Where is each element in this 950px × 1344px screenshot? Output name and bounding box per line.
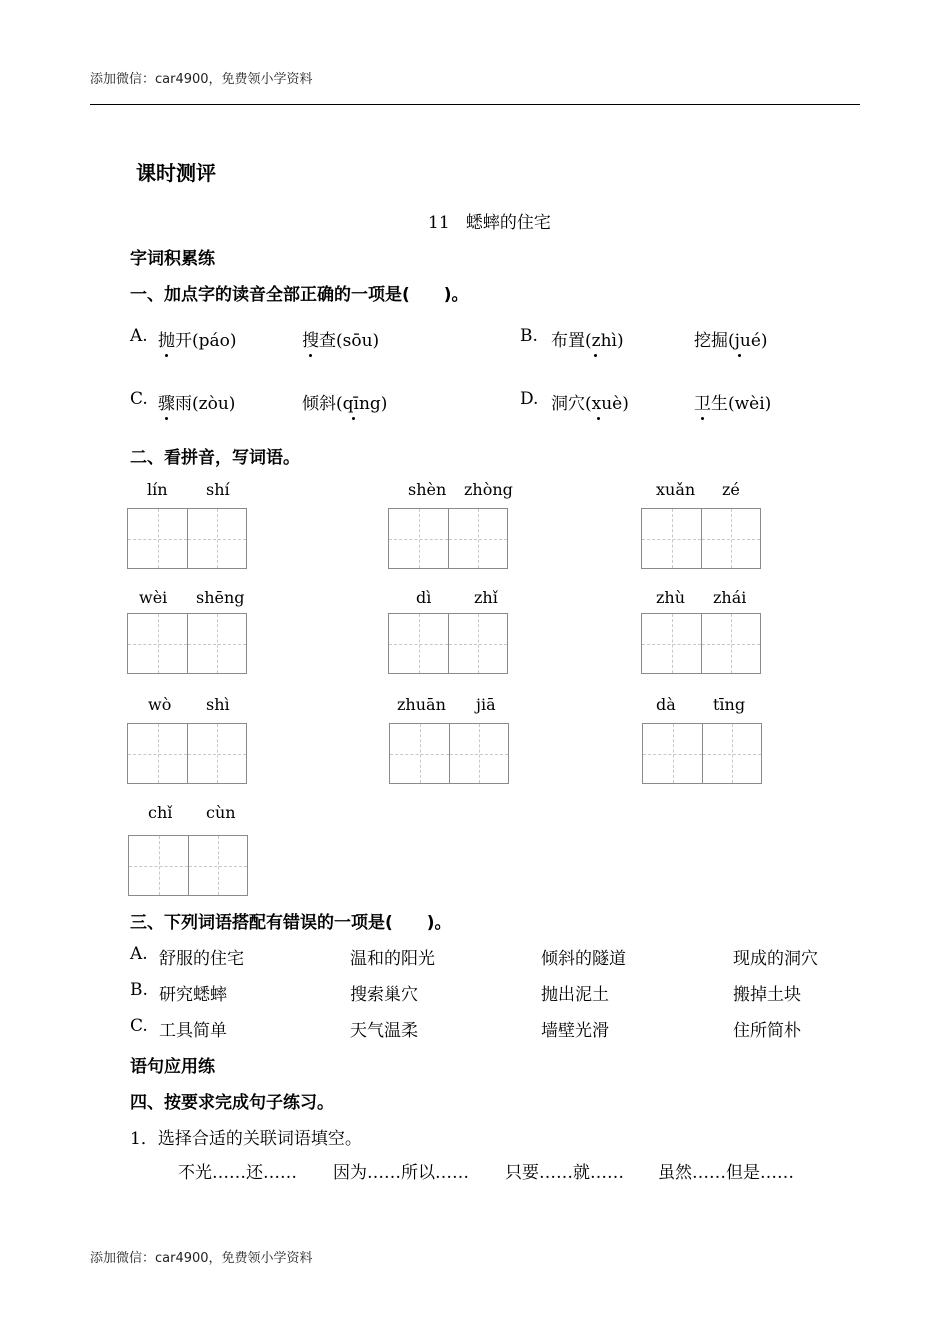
dotted-char: 穴(xuè)	[568, 394, 629, 414]
section-heading-sentences: 语句应用练	[130, 1057, 215, 1077]
q3-word: 搬掉土块	[733, 985, 801, 1005]
q3-word: 墙壁光滑	[541, 1021, 609, 1041]
pinyin: wèi	[139, 588, 168, 607]
q3-option-b[interactable]: B.	[130, 980, 148, 1000]
writing-grid[interactable]	[388, 508, 508, 569]
pinyin: dà	[656, 695, 676, 714]
option-letter: C.	[130, 389, 148, 409]
page-footer: 添加微信：car4900，免费领小学资料	[90, 1251, 313, 1266]
q3-option-a[interactable]: A.	[130, 944, 148, 964]
writing-grid[interactable]	[388, 613, 508, 674]
q3-word: 舒服的住宅	[159, 949, 244, 969]
writing-cell[interactable]	[187, 614, 246, 673]
question-4-prompt: 四、按要求完成句子练习。	[130, 1093, 334, 1113]
conjunction-option: 因为……所以……	[333, 1163, 469, 1183]
q3-word: 搜索巢穴	[350, 985, 418, 1005]
pinyin: shēng	[196, 588, 245, 607]
writing-cell[interactable]	[128, 724, 187, 783]
dotted-char: 置(zhì)	[568, 331, 624, 351]
writing-cell[interactable]	[701, 614, 760, 673]
writing-cell[interactable]	[389, 509, 448, 568]
pinyin: wò	[148, 695, 172, 714]
writing-grid[interactable]	[127, 723, 247, 784]
q1-option-b-word1: 布置(zhì)	[551, 331, 624, 351]
q3-word: 倾斜的隧道	[541, 949, 626, 969]
pinyin: zé	[722, 480, 740, 499]
pinyin: jiā	[476, 695, 496, 714]
q1-option-d-word1: 洞穴(xuè)	[551, 394, 629, 414]
q1-option-d[interactable]	[520, 389, 538, 409]
pinyin: zhòng	[464, 480, 513, 499]
dotted-char: 骤	[158, 394, 175, 414]
dotted-char: 掘(jué)	[711, 331, 768, 351]
q3-option-c[interactable]: C.	[130, 1016, 148, 1036]
writing-grid[interactable]	[127, 508, 247, 569]
pinyin: zhù	[656, 588, 686, 607]
conjunction-option: 不光……还……	[178, 1163, 297, 1183]
writing-cell[interactable]	[643, 724, 702, 783]
pinyin: zhǐ	[474, 588, 498, 607]
writing-cell[interactable]	[128, 509, 187, 568]
writing-cell[interactable]	[128, 614, 187, 673]
writing-cell[interactable]	[642, 614, 701, 673]
writing-cell[interactable]	[129, 836, 188, 895]
q3-word: 天气温柔	[350, 1021, 418, 1041]
writing-grid[interactable]	[642, 723, 762, 784]
dotted-char: 抛	[158, 331, 175, 351]
writing-grid[interactable]	[127, 613, 247, 674]
q3-word: 住所简朴	[733, 1021, 801, 1041]
q3-word: 温和的阳光	[350, 949, 435, 969]
pinyin: zhuān	[397, 695, 446, 714]
pinyin: zhái	[713, 588, 747, 607]
writing-cell[interactable]	[448, 509, 507, 568]
dotted-char: 卫	[694, 394, 711, 414]
pinyin: shí	[206, 480, 230, 499]
pinyin: cùn	[206, 803, 236, 822]
lesson-number: 11	[428, 213, 450, 233]
q1-option-c-word1: 骤雨(zòu)	[158, 394, 236, 414]
page-header: 添加微信：car4900，免费领小学资料	[90, 72, 313, 87]
header-divider	[90, 104, 860, 105]
option-letter: B.	[520, 326, 538, 346]
writing-cell[interactable]	[448, 614, 507, 673]
writing-cell[interactable]	[389, 614, 448, 673]
q3-word: 工具简单	[159, 1021, 227, 1041]
writing-cell[interactable]	[449, 724, 508, 783]
pinyin: shì	[206, 695, 230, 714]
dotted-char: 斜(qīng)	[319, 394, 388, 414]
writing-cell[interactable]	[187, 509, 246, 568]
option-letter: A.	[130, 326, 148, 346]
q1-option-c[interactable]	[130, 389, 148, 409]
pinyin: chǐ	[148, 803, 173, 822]
writing-cell[interactable]	[702, 724, 761, 783]
question-2-prompt: 二、看拼音，写词语。	[130, 448, 300, 468]
conjunction-option: 只要……就……	[505, 1163, 624, 1183]
question-3-prompt: 三、下列词语搭配有错误的一项是( )。	[130, 913, 452, 933]
q3-word: 现成的洞穴	[733, 949, 818, 969]
q1-option-c-word2: 倾斜(qīng)	[302, 394, 388, 414]
conjunction-option: 虽然……但是……	[658, 1163, 794, 1183]
q1-option-d-word2: 卫生(wèi)	[694, 394, 772, 414]
writing-cell[interactable]	[390, 724, 449, 783]
writing-cell[interactable]	[701, 509, 760, 568]
pinyin: tīng	[713, 695, 746, 714]
pinyin: dì	[416, 588, 432, 607]
writing-grid[interactable]	[641, 613, 761, 674]
pinyin: shèn	[408, 480, 447, 499]
writing-grid[interactable]	[389, 723, 509, 784]
q1-option-b[interactable]	[520, 326, 538, 346]
writing-cell[interactable]	[188, 836, 247, 895]
question-4-sub1: 1．选择合适的关联词语填空。	[130, 1129, 362, 1149]
q1-option-a-word1: 抛开(páo)	[158, 331, 237, 351]
option-letter: D.	[520, 389, 539, 409]
lesson-title	[428, 208, 551, 233]
lesson-name: 蟋蟀的住宅	[465, 213, 551, 233]
writing-cell[interactable]	[642, 509, 701, 568]
q3-word: 抛出泥土	[541, 985, 609, 1005]
q1-option-a-word2: 搜查(sōu)	[302, 331, 380, 351]
q1-option-b-word2: 挖掘(jué)	[694, 331, 768, 351]
q3-word: 研究蟋蟀	[159, 985, 227, 1005]
page-title: 课时测评	[136, 161, 216, 185]
writing-cell[interactable]	[187, 724, 246, 783]
pinyin: lín	[147, 480, 168, 499]
writing-grid[interactable]	[641, 508, 761, 569]
dotted-char: 搜	[302, 331, 319, 351]
q1-option-a[interactable]	[130, 326, 148, 346]
question-1-prompt: 一、加点字的读音全部正确的一项是( )。	[130, 285, 469, 305]
pinyin: xuǎn	[656, 480, 696, 499]
section-heading-vocab: 字词积累练	[130, 249, 215, 269]
writing-grid[interactable]	[128, 835, 248, 896]
